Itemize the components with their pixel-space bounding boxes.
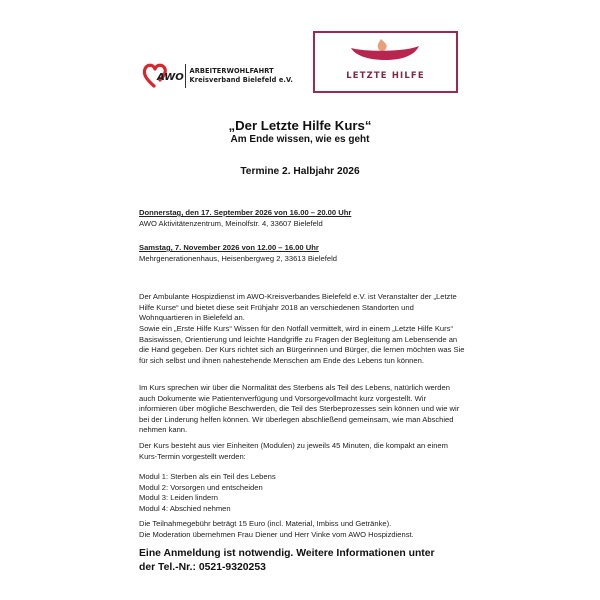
date-line: Samstag, 7. November 2026 von 12.00 – 16.00 Uhr (139, 243, 319, 252)
awo-logo (143, 62, 293, 90)
intro-paragraph (139, 292, 465, 324)
awo-separator (185, 64, 186, 88)
letzte-hilfe-logo (313, 31, 458, 93)
module-list (139, 472, 465, 514)
page-title: „Der Letzte Hilfe Kurs“ (228, 118, 372, 133)
awo-org-line1: ARBEITERWOHLFAHRT (189, 67, 274, 75)
fee-block (139, 519, 465, 540)
date-line: Donnerstag, den 17. September 2026 von 16.00 – 20.00 Uhr (139, 208, 352, 217)
list-item: Modul 3: Leiden lindern (139, 493, 218, 503)
phone-line: der Tel.-Nr.: 0521-9320253 (139, 562, 266, 573)
paragraph-text: Sowie ein „Erste Hilfe Kurs“ Wissen für den Notfall vermittelt, wird in einem „Letzte Hilfe Kurs“ Basiswissen, Orientierung und leichte Handgriffe zu Fragen der Begleitung am Lebensende an die Hand gegeben. Der Kurs richtet sich an Bürgerinnen und Bürger, die lernen möchten was Sie für sich selbst und ihnen nahestehende Menschen am Ende des Lebens tun können. (139, 324, 465, 365)
list-item: Modul 2: Vorsorgen und entscheiden (139, 482, 263, 492)
list-item: Modul 1: Sterben als ein Teil des Lebens (139, 472, 276, 481)
page-subtitle: Am Ende wissen, wie es geht (230, 134, 370, 145)
venue-line: Mehrgenerationenhaus, Heisenbergweg 2, 33613 Bielefeld (139, 253, 337, 263)
paragraph-text: Der Ambulante Hospizdienst im AWO-Kreisverbandes Bielefeld e.V. ist Veranstalter der „Letzte Hilfe Kurse“ und bietet diese seit Frühjahr 2018 an verschiedenen Standorten und Wohnquartieren in Bielefeld an. (139, 292, 457, 323)
moderation-line: Die Moderation übernehmen Frau Diener und Herr Vinke vom AWO Hospizdienst. (139, 529, 414, 539)
registration-line: Eine Anmeldung ist notwendig. Weitere Informationen unter (139, 548, 435, 559)
module-list-block (139, 472, 465, 514)
date-entry-1 (139, 208, 465, 229)
awo-org-line2: Kreisverband Bielefeld e.V. (189, 76, 293, 84)
venue-line: AWO Aktivitätenzentrum, Meinolfstr. 4, 33607 Bielefeld (139, 218, 323, 228)
list-item: Modul 4: Abschied nehmen (139, 503, 231, 513)
course-content-paragraph (139, 383, 465, 436)
fee-line: Die Teilnahmegebühr beträgt 15 Euro (incl. Material, Imbiss und Getränke). (139, 519, 392, 528)
letzte-hilfe-bowl-icon (315, 33, 456, 91)
awo-heart-icon (143, 62, 184, 90)
termine-heading: Termine 2. Halbjahr 2026 (240, 166, 360, 177)
date-entry-2 (139, 243, 465, 264)
paragraph-text: Der Kurs besteht aus vier Einheiten (Modulen) zu jeweils 45 Minuten, die kompakt an einem Kurs-Termin vorgestellt werden: (139, 441, 448, 461)
letzte-hilfe-logo-text: LETZTE HILFE (346, 70, 425, 80)
registration-note (139, 547, 479, 575)
awo-org-name (190, 67, 293, 85)
awo-logo-text: AWO (157, 72, 184, 83)
course-description-paragraph (139, 324, 465, 366)
course-structure-paragraph (139, 441, 465, 462)
paragraph-text: Im Kurs sprechen wir über die Normalität des Sterbens als Teil des Lebens, natürlich werden auch Dokumente wie Patientenverfügung und Vorsorgevollmacht kurz vorgestellt. Wir informieren über mögliche Beschwerden, die Teil des Sterbeprozesses sein können und wie wir bei der Linderung helfen können. Wir überlegen abschließend gemeinsam, wie man Abschied nehmen kann. (139, 383, 460, 435)
